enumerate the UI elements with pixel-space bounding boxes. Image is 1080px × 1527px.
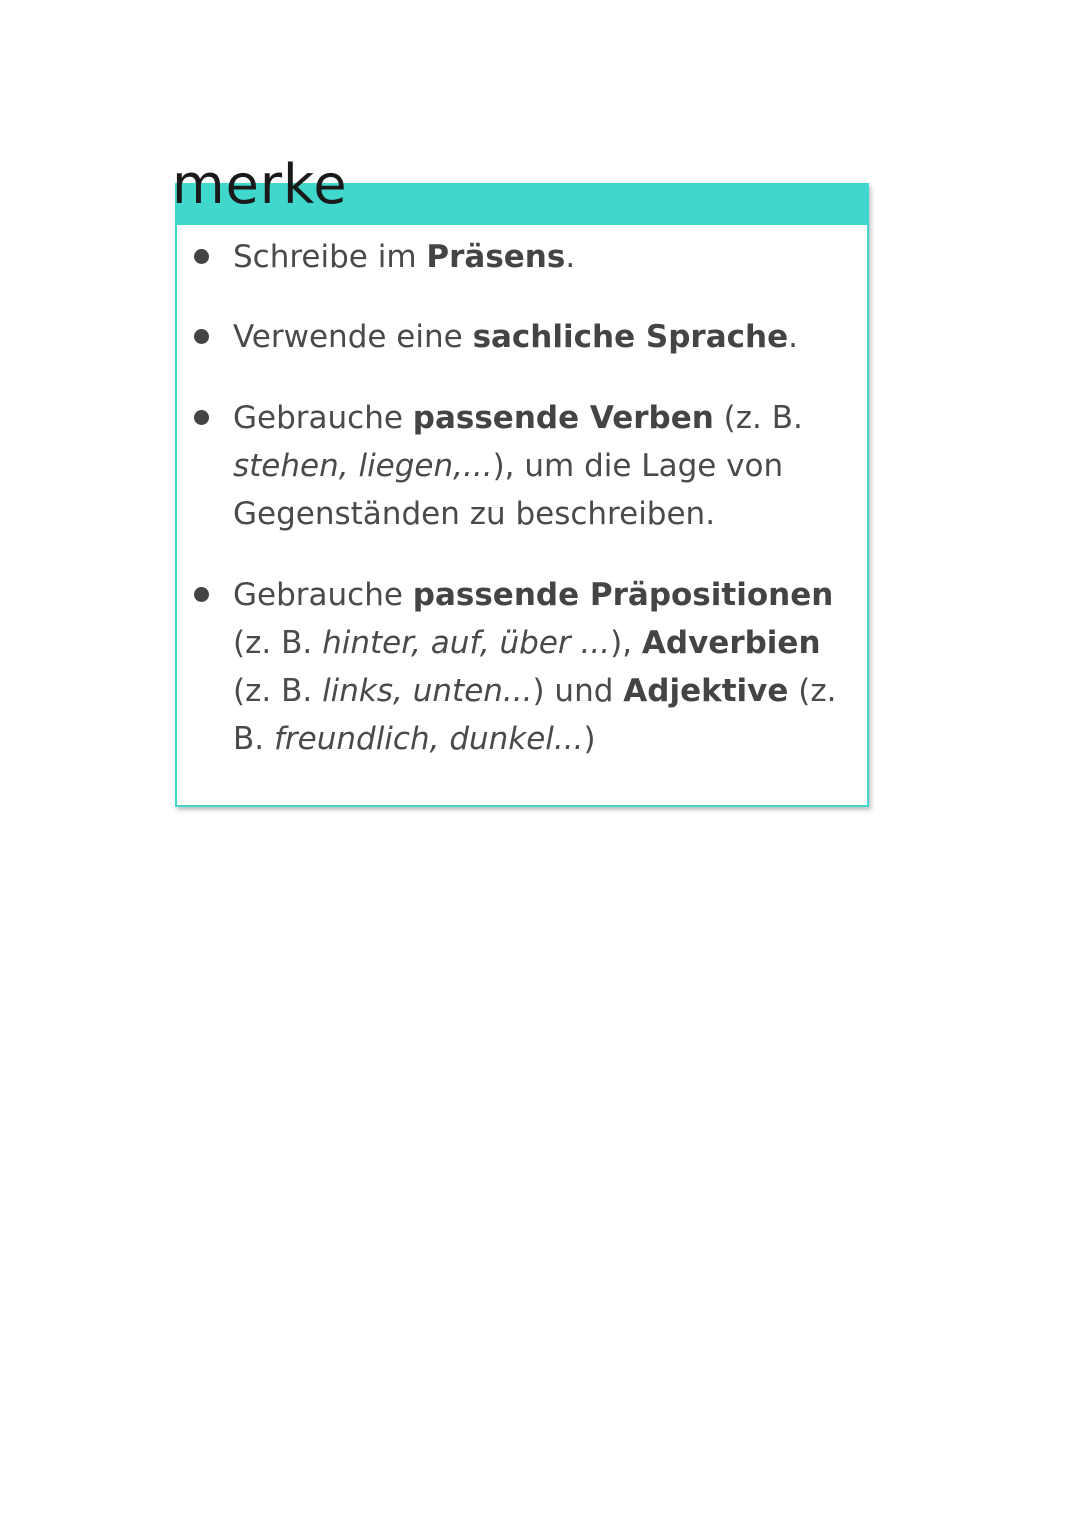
tip-text	[233, 400, 803, 532]
tip-segment-normal: .	[788, 319, 798, 355]
bullet-icon	[194, 329, 209, 344]
tip-text	[233, 577, 836, 757]
tip-segment-normal: ),	[610, 625, 642, 661]
tip-segment-bold: sachliche Sprache	[472, 319, 789, 355]
tip-segment-italic: freundlich, dunkel...	[273, 721, 584, 757]
merke-title: merke	[172, 153, 348, 216]
tip-segment-normal: Verwende eine	[233, 319, 473, 355]
tip-item-4	[233, 571, 863, 763]
tip-segment-normal: )	[583, 721, 596, 757]
bullet-icon	[194, 587, 209, 602]
tip-segment-bold: passende Verben	[412, 400, 714, 436]
tip-text	[233, 239, 575, 275]
tip-segment-normal: Gebrauche	[233, 400, 413, 436]
tip-segment-normal: (z. B.	[233, 673, 323, 709]
tip-segment-italic: links, unten...	[322, 673, 533, 709]
tip-segment-bold: Präsens	[426, 239, 566, 275]
tip-segment-normal: ), um die Lage von Gegenständen zu beschreiben.	[233, 448, 784, 532]
tip-segment-normal: ) und	[532, 673, 624, 709]
tip-item-1	[233, 233, 863, 281]
tip-item-3	[233, 394, 863, 538]
tip-text	[233, 319, 798, 355]
tip-segment-normal: (z. B.	[233, 625, 323, 661]
tip-segment-bold: Adjektive	[623, 673, 789, 709]
bullet-icon	[194, 249, 209, 264]
merke-box	[175, 183, 869, 807]
tip-segment-normal: (z. B.	[233, 673, 837, 757]
tip-segment-normal: Schreibe im	[233, 239, 427, 275]
tip-segment-italic: stehen, liegen,...	[233, 448, 493, 484]
tip-segment-normal: Gebrauche	[233, 577, 413, 613]
tip-segment-italic: hinter, auf, über ...	[322, 625, 611, 661]
tip-segment-normal: .	[565, 239, 576, 275]
tip-item-2	[233, 313, 863, 361]
tip-segment-bold: Adverbien	[641, 625, 821, 661]
tip-segment-normal: (z. B.	[713, 400, 803, 436]
tip-segment-bold: passende Präpositionen	[412, 577, 834, 613]
bullet-icon	[194, 410, 209, 425]
